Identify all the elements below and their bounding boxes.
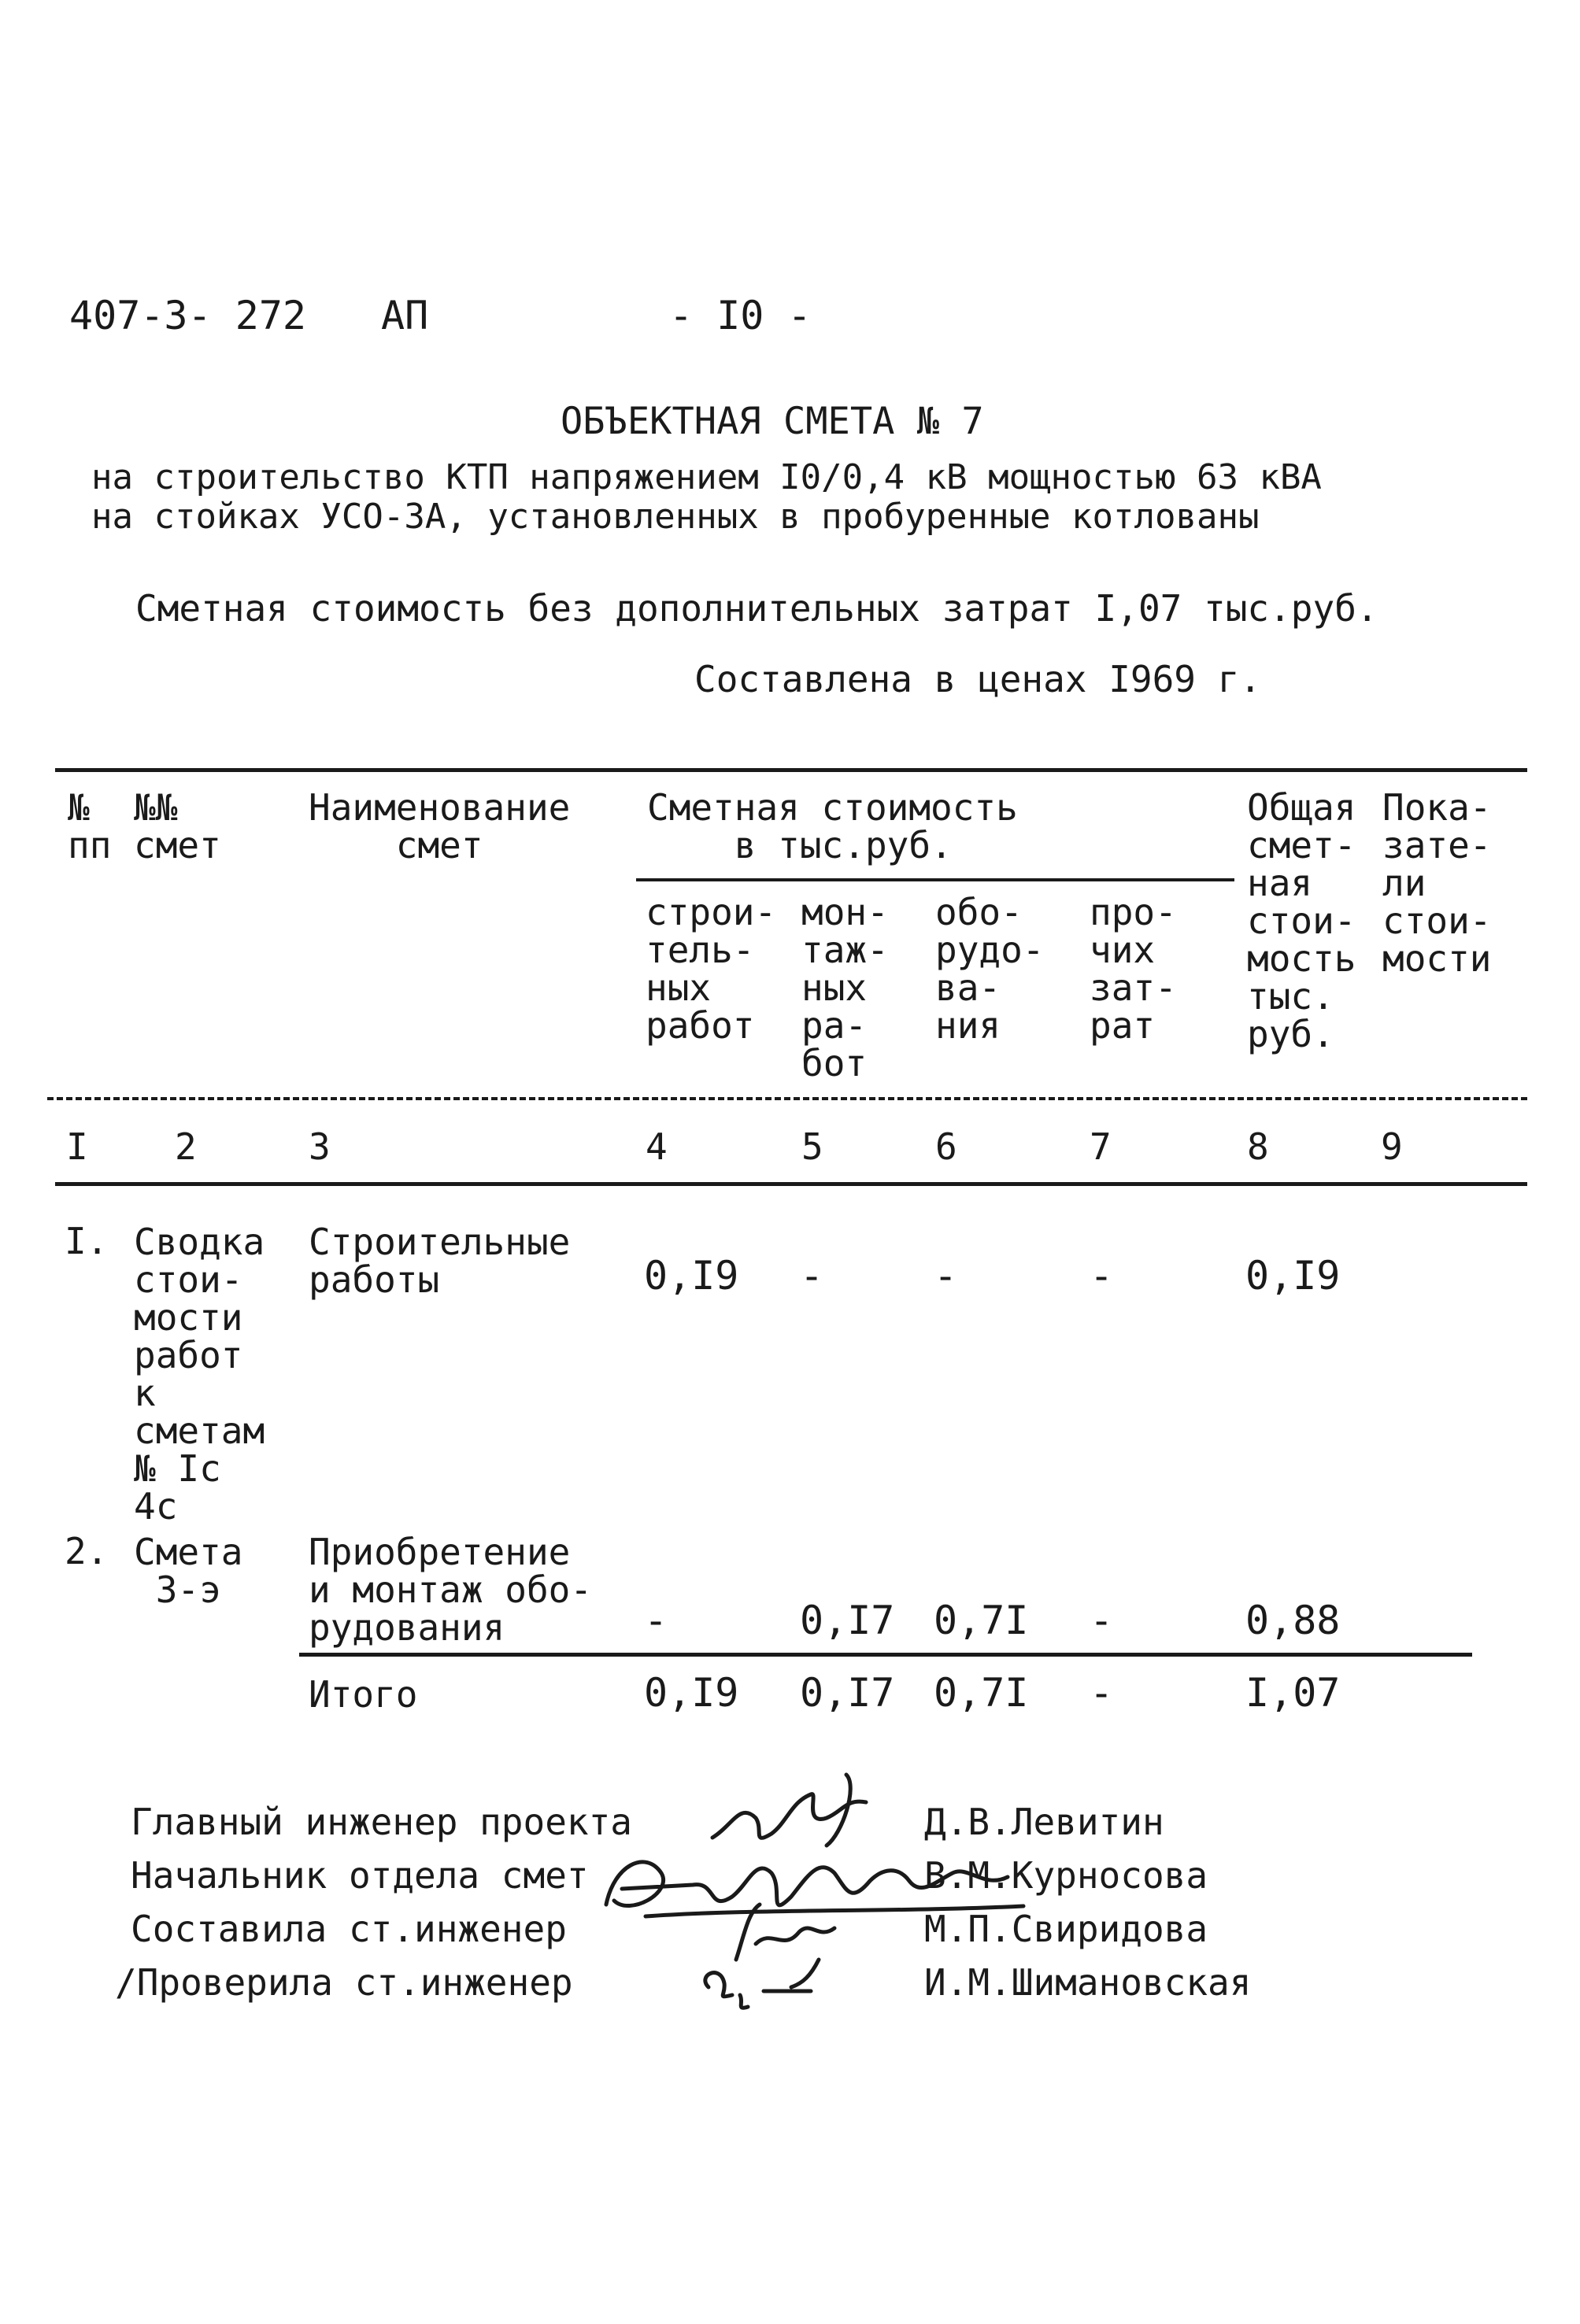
header-total-cost: Общая смет- ная стои- мость тыс. руб. — [1247, 786, 1356, 1055]
signature-name-chief-engineer: Д.В.Левитин — [924, 1801, 1164, 1843]
totals-installation: 0,I7 — [800, 1670, 895, 1716]
table-row-1-installation: - — [800, 1253, 824, 1299]
column-number-5: 5 — [801, 1125, 823, 1168]
signature-name-checked-by: И.М.Шимановская — [924, 1961, 1252, 2004]
table-row-1-estimate: Сводка стои- мости работ к сметам № Iс 4с — [134, 1221, 265, 1528]
document-title: ОБЪЕКТНАЯ СМЕТА № 7 — [561, 400, 984, 443]
table-row-1-equipment: - — [934, 1253, 958, 1299]
totals-grand-total: I,07 — [1245, 1670, 1341, 1716]
table-row-2-equipment: 0,7I — [934, 1598, 1029, 1643]
column-number-6: 6 — [935, 1125, 957, 1168]
signature-name-head-estimates: В.М.Курносова — [924, 1854, 1208, 1897]
header-estimate-number: №№ смет — [134, 786, 221, 866]
handwritten-signature-4 — [693, 1952, 834, 2015]
table-row-2-total: 0,88 — [1245, 1598, 1341, 1643]
totals-other: - — [1090, 1670, 1114, 1716]
header-cost-indicators: Пока- зате- ли стои- мости — [1382, 786, 1492, 980]
table-top-rule — [55, 768, 1527, 772]
table-row-2-construction: - — [644, 1598, 668, 1643]
header-bottom-rule — [47, 1097, 1527, 1100]
header-group-rule — [636, 878, 1234, 881]
signature-role-chief-engineer: Главный инженер проекта — [131, 1801, 632, 1843]
title-line-2: на стойках УСО-3А, установленных в пробуренные котлованы — [91, 497, 1260, 537]
page-number: - I0 - — [669, 293, 812, 338]
column-number-3: 3 — [309, 1125, 331, 1168]
column-number-1: I — [66, 1125, 88, 1168]
document-code: 407-3- 272 — [69, 293, 307, 338]
column-number-4: 4 — [646, 1125, 668, 1168]
totals-construction: 0,I9 — [644, 1670, 739, 1716]
prices-year-note: Составлена в ценах I969 г. — [694, 658, 1262, 700]
totals-rule — [299, 1653, 1472, 1657]
header-estimated-cost-group: Сметная стоимость в тыс.руб. — [647, 786, 1018, 866]
header-construction-works: строи- тель- ных работ — [646, 891, 777, 1047]
column-number-7: 7 — [1090, 1125, 1112, 1168]
signature-role-checked-by: /Проверила ст.инженер — [115, 1961, 573, 2004]
title-line-1: на строительство КТП напряжением I0/0,4 кВ мощностью 63 кВА — [91, 457, 1322, 497]
signature-role-head-estimates: Начальник отдела смет — [131, 1854, 589, 1897]
signature-role-compiled-by: Составила ст.инженер — [131, 1908, 567, 1950]
column-number-8: 8 — [1247, 1125, 1269, 1168]
table-row-2-installation: 0,I7 — [800, 1598, 895, 1643]
table-row-1-construction: 0,I9 — [644, 1253, 739, 1299]
table-row-2-estimate: Смета 3-э — [134, 1531, 243, 1611]
header-row-number: № пп — [68, 786, 112, 866]
totals-equipment: 0,7I — [934, 1670, 1029, 1716]
totals-label: Итого — [309, 1673, 418, 1716]
header-equipment: обо- рудо- ва- ния — [935, 891, 1045, 1047]
table-row-1-name: Строительные работы — [309, 1221, 571, 1301]
column-numbers-rule — [55, 1182, 1527, 1186]
header-other-costs: про- чих зат- рат — [1090, 891, 1177, 1047]
section-code: АП — [381, 293, 429, 338]
estimated-cost-note: Сметная стоимость без дополнительных затрат I,07 тыс.руб. — [135, 587, 1378, 630]
signature-name-compiled-by: М.П.Свиридова — [924, 1908, 1208, 1950]
table-row-2-number: 2. — [65, 1530, 109, 1572]
table-row-1-total: 0,I9 — [1245, 1253, 1341, 1299]
column-number-2: 2 — [175, 1125, 197, 1168]
header-estimate-name: Наименование смет — [309, 786, 571, 866]
header-installation-works: мон- таж- ных ра- бот — [801, 891, 889, 1084]
table-row-2-name: Приобретение и монтаж обо- рудования — [309, 1531, 593, 1649]
table-row-1-other: - — [1090, 1253, 1114, 1299]
table-row-1-number: I. — [65, 1220, 109, 1262]
table-row-2-other: - — [1090, 1598, 1114, 1643]
column-number-9: 9 — [1381, 1125, 1403, 1168]
